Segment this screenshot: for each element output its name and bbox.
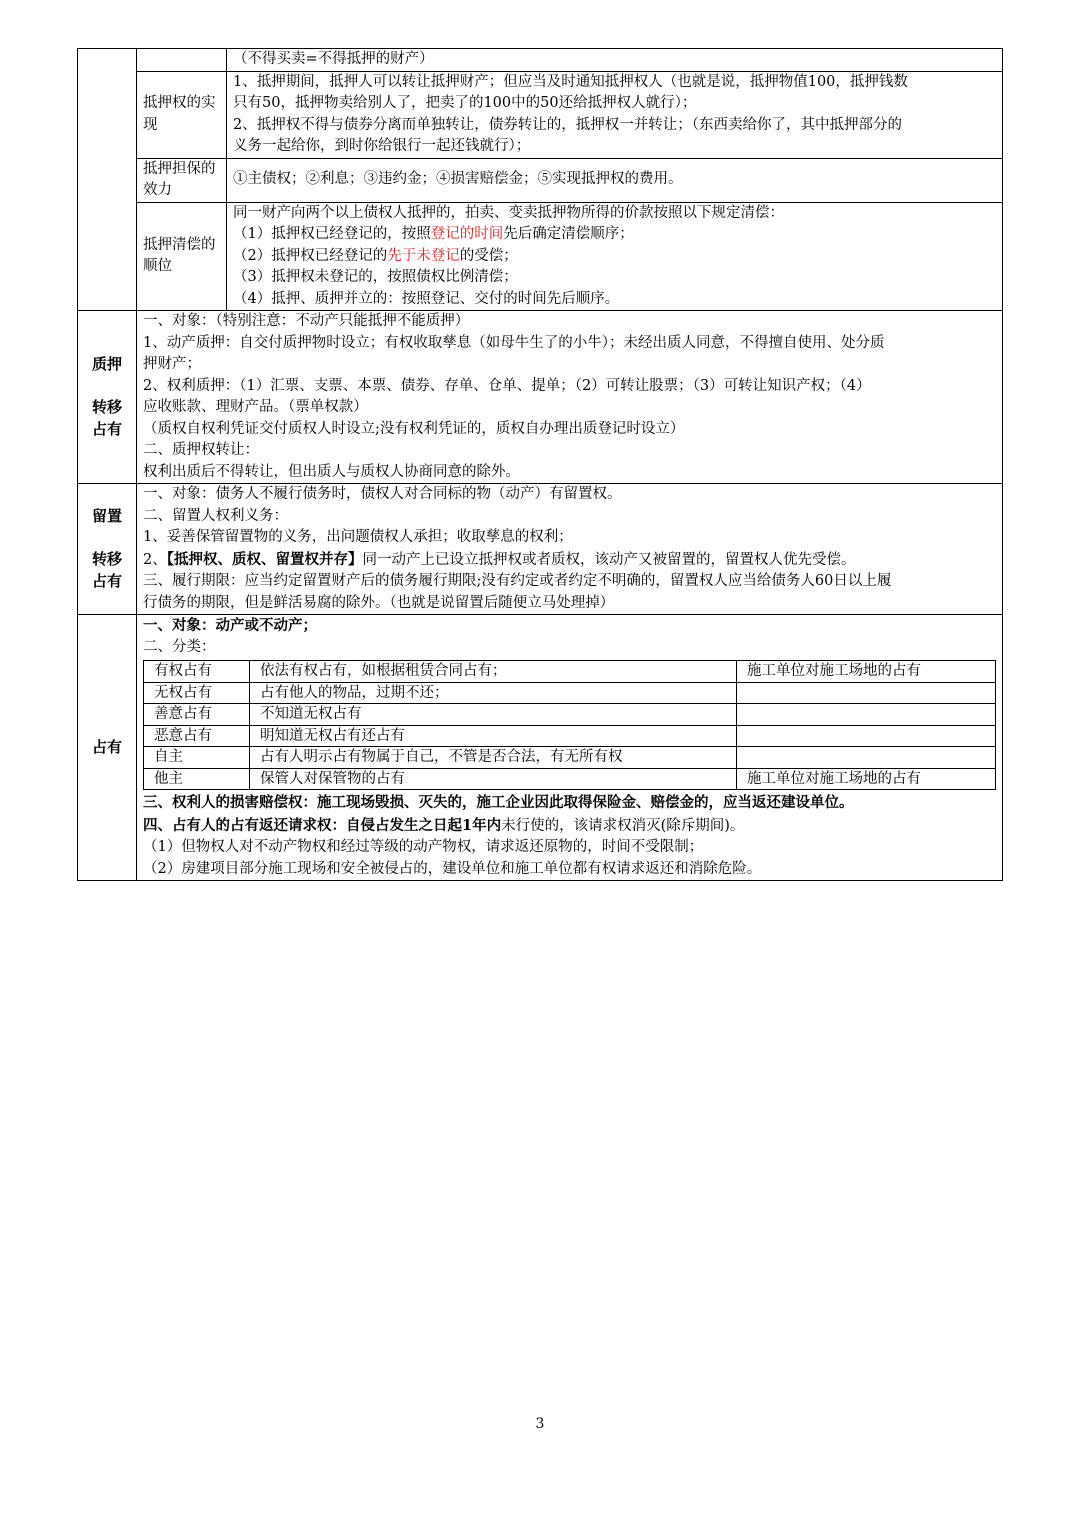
possession-desc-cell: 不知道无权占有 [250,704,737,726]
text-line: 权利出质后不得转让，但出质人与质权人协商同意的除外。 [143,463,520,480]
possession-example-cell: 施工单位对施工场地的占有 [737,661,996,683]
text-line: 只有50，抵押物卖给别人了，把卖了的100中的50还给抵押权人就行）； [233,95,697,111]
text-line: 二、质押权转让： [143,442,259,458]
possession-type-row [144,747,996,769]
text-line: 一、对象：（特别注意：不动产只能抵押不能质押） [143,313,470,329]
mortgage-effect-label: 抵押担保的效力 [137,158,227,202]
lien-row [78,484,1003,615]
possession-desc-cell: 依法有权占有，如根据租赁合同占有； [250,661,737,683]
mortgage-category-cell [78,49,137,311]
possession-type-cell: 善意占有 [144,704,250,726]
possession-desc-cell: 明知道无权占有还占有 [250,725,737,747]
possession-example-cell [737,682,996,704]
possession-type-cell: 无权占有 [144,682,250,704]
text-line: （2）房建项目部分施工现场和安全被侵占的，建设单位和施工单位都有权请求返还和消除危险。 [143,860,762,877]
possession-type-cell: 有权占有 [144,661,250,683]
possession-content [137,615,1003,881]
text-line: （3）抵押权未登记的，按照债权比例清偿； [233,269,518,285]
empty-label-cell [137,49,227,72]
text-line: （1）但物权人对不动产物权和经过等级的动产物权，请求返还原物的，时间不受限制； [143,839,704,855]
content-table [77,48,1003,881]
possession-example-cell [737,704,996,726]
text-line: 2、【抵押权、质权、留置权并存】同一动产上已设立抵押权或者质权，该动产又被留置的，留置权人优先受偿。 [143,550,856,568]
lien-content [137,484,1003,615]
mortgage-order-content [227,202,1003,311]
possession-desc-cell: 占有他人的物品，过期不还； [250,682,737,704]
text-line: 应收账款、理财产品。（票单权款） [143,399,368,415]
text-line: 2、抵押权不得与债券分离而单独转让，债券转让的，抵押权一并转让；（东西卖给你了，其中抵押部分的 [233,116,902,133]
possession-types-table [143,660,996,790]
possession-desc-cell: 保管人对保管物的占有 [250,768,737,790]
bold-text: 施工现场毁损、灭失的，施工企业因此取得保险金、赔偿金的，应当返还建设单位。 [317,794,854,811]
mortgage-realize-content [227,71,1003,158]
text-line: 二、留置人权利义务： [143,507,288,524]
text-line: 1、动产质押：自交付质押物时设立；有权收取孳息（如母牛生了的小牛）；未经出质人同意，不得擅自使用、处分质 [143,334,885,351]
text-line: 义务一起给你，到时你给银行一起还钱就行）； [233,138,531,154]
text-line: （4）抵押、质押并立的：按照登记、交付的时间先后顺序。 [233,290,620,307]
text-line: 押财产； [143,356,201,372]
mortgage-property-text: （不得买卖=不得抵押的财产） [227,49,1003,72]
possession-type-row [144,725,996,747]
text-line: （2）抵押权已经登记的先于未登记的受偿； [233,247,518,264]
possession-example-cell: 施工单位对施工场地的占有 [737,768,996,790]
pledge-category-label: 质押 转移占有 [78,311,137,484]
possession-category-label: 占有 [78,615,137,881]
possession-type-row [144,704,996,726]
page-number: 3 [535,1416,545,1432]
possession-type-cell: 恶意占有 [144,725,250,747]
text-line: 2、权利质押：（1）汇票、支票、本票、债券、存单、仓单、提单；（2）可转让股票；（3）可转让知识产权；（4） [143,377,871,394]
text-line: 行债务的期限，但是鲜活易腐的除外。（也就是说留置后随便立马处理掉） [143,594,615,611]
text-line: 四、占有人的占有返还请求权：自侵占发生之日起1年内未行使的，该请求权消灭(除斥期间)。 [143,816,745,834]
lien-category-label: 留置 转移占有 [78,484,137,615]
pledge-content [137,311,1003,484]
text-line: （1）抵押权已经登记的，按照登记的时间先后确定清偿顺序； [233,226,634,242]
mortgage-row-order [78,202,1003,311]
possession-row [78,615,1003,881]
text-line: 1、抵押期间，抵押人可以转让抵押财产；但应当及时通知抵押权人（也就是说，抵押物值100，抵押钱数 [233,73,908,90]
text-line: 三、履行期限：应当约定留置财产后的债务履行期限;没有约定或者约定不明确的，留置权人应当给债务人60日以上履 [143,573,892,589]
mortgage-row-effect [78,158,1003,202]
text-line: 一、对象：债务人不履行债务时，债权人对合同标的物（动产）有留置权。 [143,486,622,502]
text-line: 二、分类： [143,638,216,655]
possession-type-row [144,661,996,683]
text-line: 一、对象：动产或不动产； [143,617,317,634]
text-line: 同一财产向两个以上债权人抵押的，拍卖、变卖抵押物所得的价款按照以下规定清偿： [233,204,784,221]
possession-type-cell: 自主 [144,747,250,769]
pledge-row [78,311,1003,484]
possession-example-cell [737,725,996,747]
mortgage-realize-label: 抵押权的实现 [137,71,227,158]
highlight-text: 先于未登记 [387,247,460,264]
bold-text: 【抵押权、质权、留置权并存】 [166,550,363,568]
possession-type-cell: 他主 [144,768,250,790]
possession-type-row [144,682,996,704]
highlight-text: 登记的时间 [430,226,504,242]
bold-text: 四、占有人的占有返还请求权：自侵占发生之日起1年内 [143,816,502,834]
possession-type-row [144,768,996,790]
mortgage-row-realize [78,71,1003,158]
text-line: 1、妥善保管留置物的义务，出问题债权人承担；收取孳息的权利； [143,529,573,545]
text-line: 三、权利人的损害赔偿权：施工现场毁损、灭失的，施工企业因此取得保险金、赔偿金的，应当返还建设单位。 [143,794,854,811]
mortgage-row-property [78,49,1003,72]
possession-example-cell [737,747,996,769]
possession-desc-cell: 占有人明示占有物属于自己，不管是否合法，有无所有权 [250,747,737,769]
mortgage-effect-text: ①主债权；②利息；③违约金；④损害赔偿金；⑤实现抵押权的费用。 [227,158,1003,202]
text-line: （质权自权利凭证交付质权人时设立;没有权利凭证的，质权自办理出质登记时设立） [143,420,685,437]
mortgage-order-label: 抵押清偿的顺位 [137,202,227,311]
